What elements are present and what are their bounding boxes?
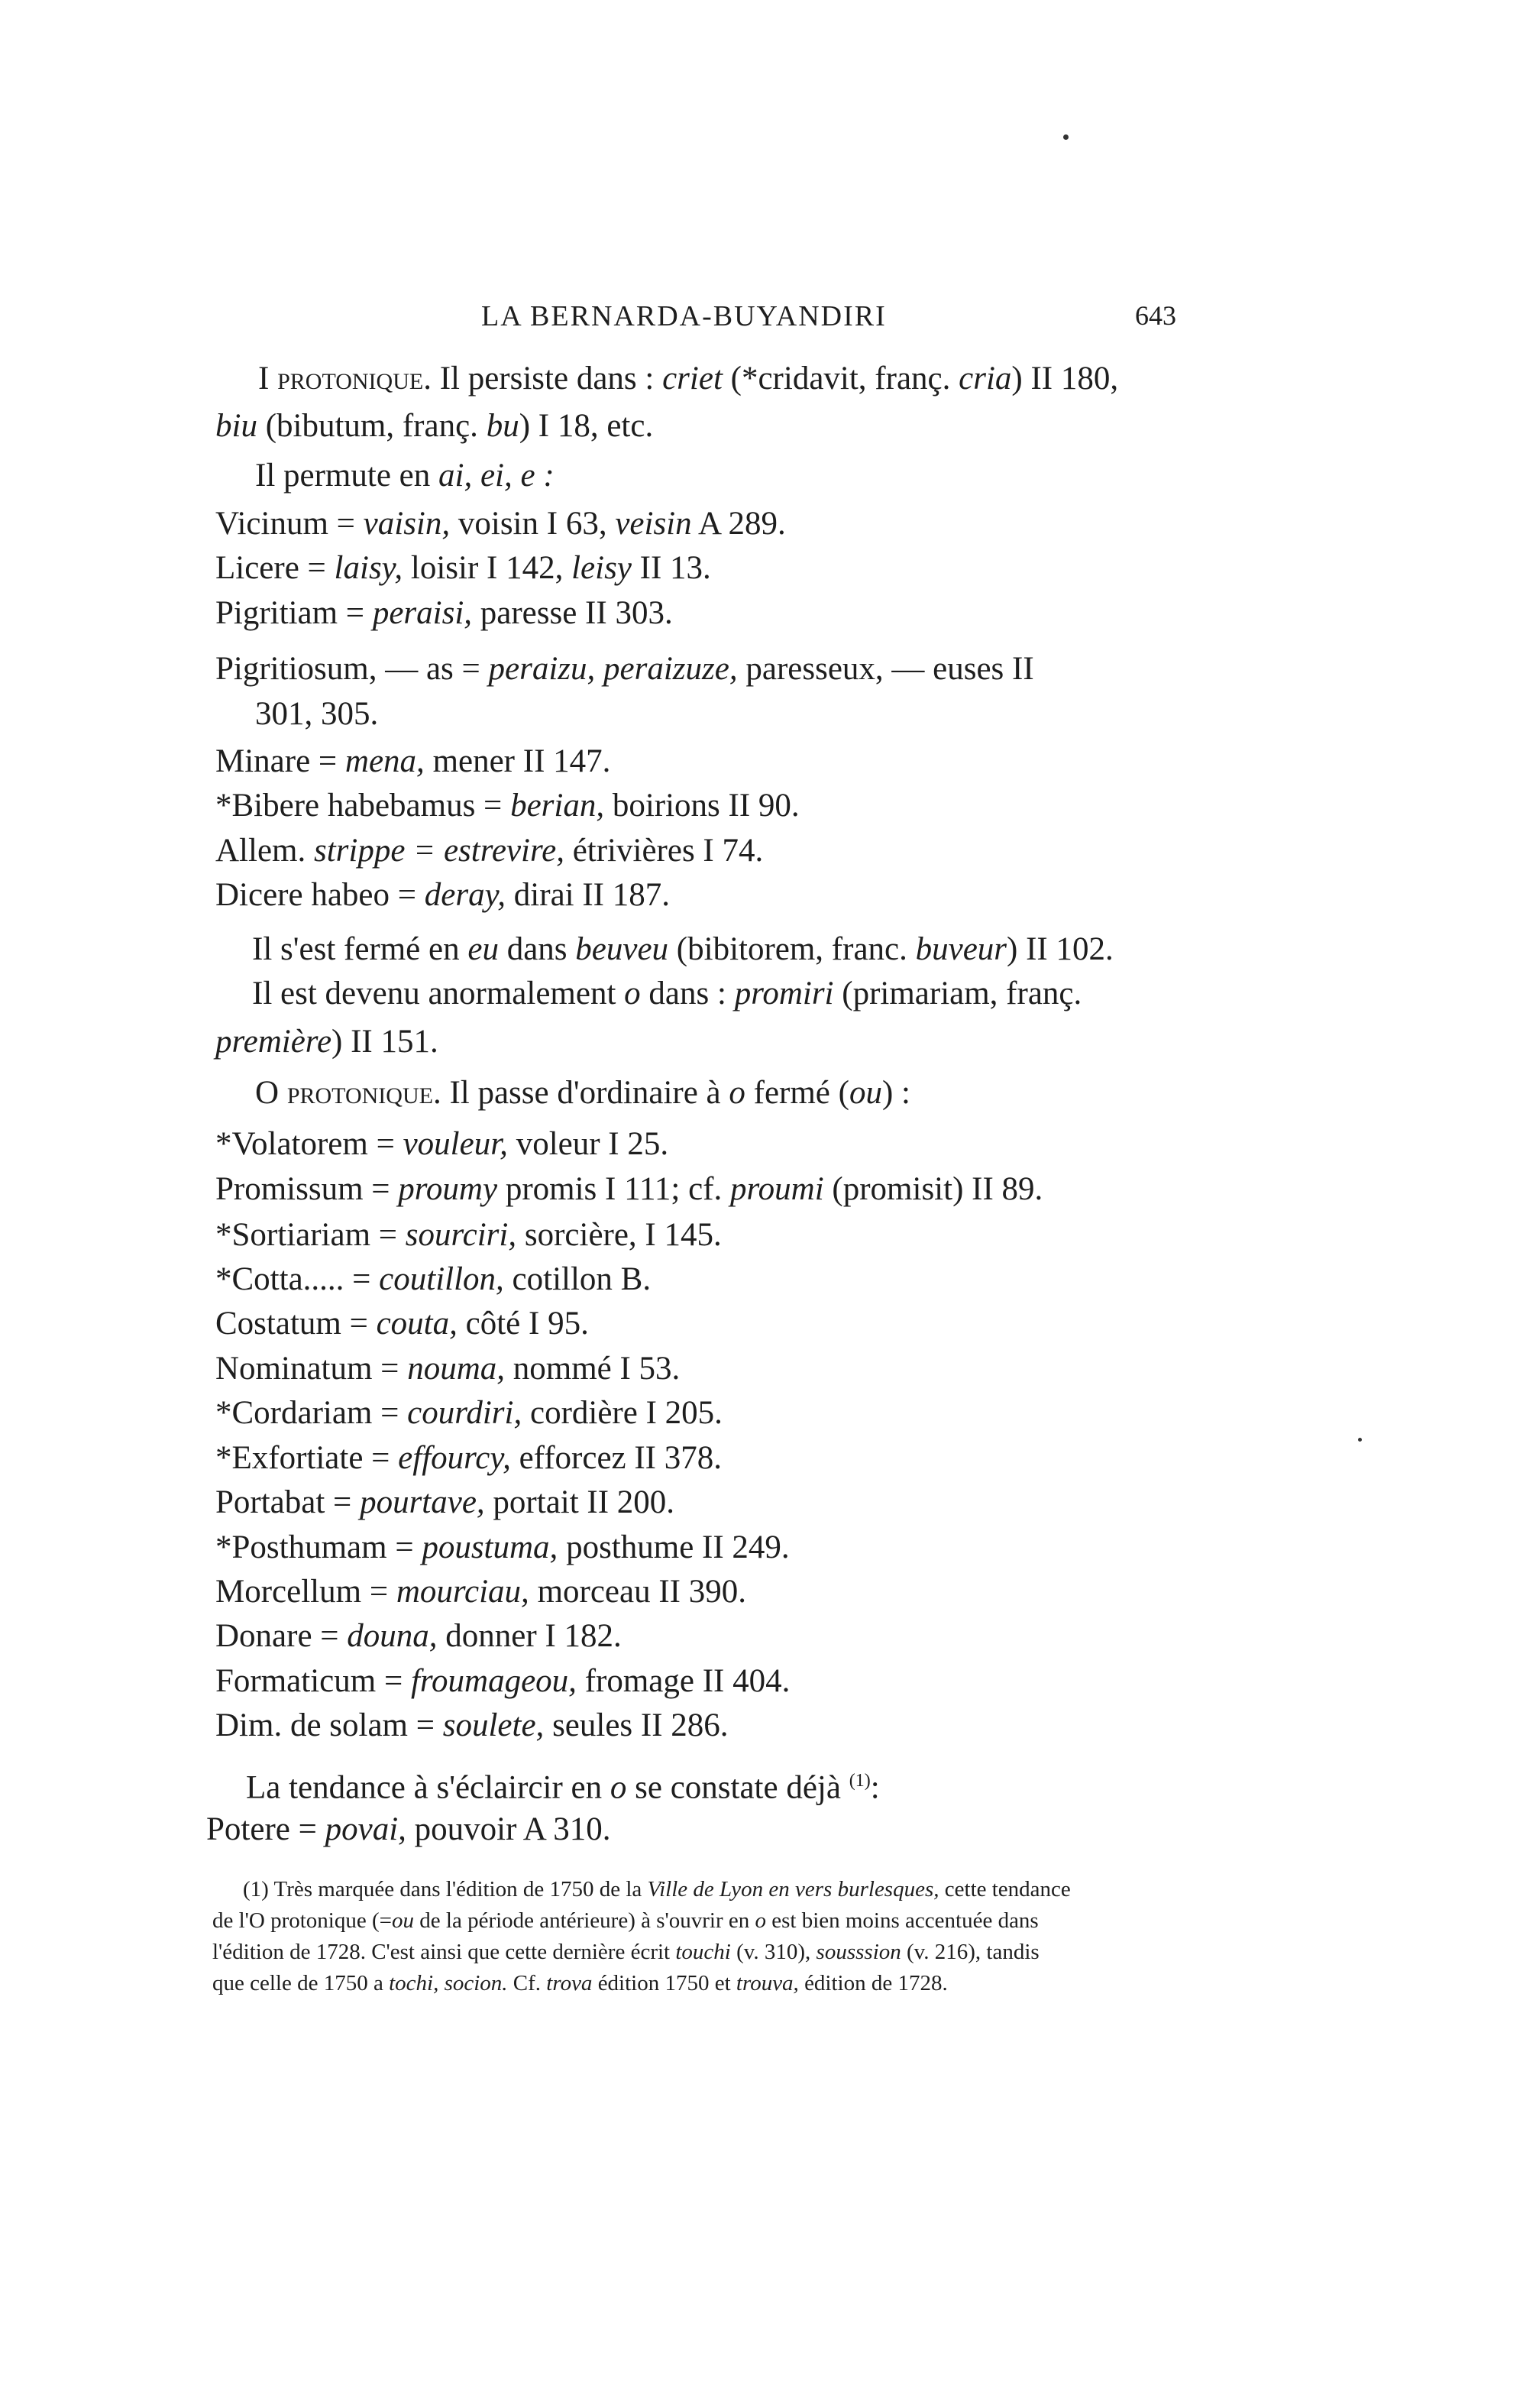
text-line: Portabat = pourtave, portait II 200. — [215, 1484, 675, 1520]
text-line: biu (bibutum, franç. bu) I 18, etc. — [215, 408, 654, 444]
text-line: Pigritiam = peraisi, paresse II 303. — [215, 595, 673, 631]
text-line: Nominatum = nouma, nommé I 53. — [215, 1351, 681, 1387]
text-line: *Sortiariam = sourciri, sorcière, I 145. — [215, 1217, 722, 1253]
text-line: Formaticum = froumageou, fromage II 404. — [215, 1663, 791, 1699]
text-line: première) II 151. — [215, 1024, 438, 1060]
text-line: La tendance à s'éclaircir en o se constate déjà $^{(1)}$: — [246, 1769, 880, 1806]
footnote-line: que celle de 1750 a tochi, socion. Cf. trova édition 1750 et trouva, édition de 1728. — [212, 1971, 948, 1995]
ink-speck — [1358, 1438, 1362, 1442]
text-line: Il s'est fermé en eu dans beuveu (bibitorem, franc. buveur) II 102. — [252, 931, 1114, 967]
text-line: Morcellum = mourciau, morceau II 390. — [215, 1574, 746, 1610]
footnote-ref: (1) — [849, 1771, 871, 1791]
text-line: Minare = mena, mener II 147. — [215, 743, 611, 779]
text-line: Licere = laisy, loisir I 142, leisy II 13. — [215, 550, 711, 586]
text-line: Pigritiosum, — as = peraizu, peraizuze, paresseux, — euses II — [215, 651, 1034, 687]
page-number: 643 — [1135, 300, 1176, 331]
text-line: O protonique. Il passe d'ordinaire à o fermé (ou) : — [255, 1075, 910, 1111]
text-line: *Posthumam = poustuma, posthume II 249. — [215, 1529, 790, 1565]
text-line: *Volatorem = vouleur, voleur I 25. — [215, 1126, 669, 1162]
text-line: *Cordariam = courdiri, cordière I 205. — [215, 1395, 723, 1431]
footnote-line: l'édition de 1728. C'est ainsi que cette dernière écrit touchi (v. 310), sousssion (v. 216), tandis — [212, 1940, 1040, 1964]
text-line: 301, 305. — [255, 696, 379, 732]
text-line: *Cotta..... = coutillon, cotillon B. — [215, 1261, 652, 1297]
text-line: *Exfortiate = effourcy, efforcez II 378. — [215, 1440, 723, 1476]
text-line: Promissum = proumy promis I 111; cf. proumi (promisit) II 89. — [215, 1171, 1043, 1207]
footnote-line: de l'O protonique (=ou de la période antérieure) à s'ouvrir en o est bien moins accentuée dans — [212, 1908, 1039, 1933]
text-line: Il est devenu anormalement o dans : promiri (primariam, franç. — [252, 976, 1082, 1011]
text-line: I protonique. Il persiste dans : criet (*cridavit, franç. cria) II 180, — [258, 361, 1119, 396]
running-title: LA BERNARDA-BUYANDIRI — [481, 300, 887, 332]
text-line: Dim. de solam = soulete, seules II 286. — [215, 1707, 729, 1743]
ink-speck — [1063, 134, 1069, 140]
text-line: Dicere habeo = deray, dirai II 187. — [215, 877, 670, 913]
text-line: Donare = douna, donner I 182. — [215, 1618, 622, 1654]
footnote-line: (1) Très marquée dans l'édition de 1750 de la Ville de Lyon en vers burlesques, cette tendance — [243, 1877, 1071, 1901]
text-line: Vicinum = vaisin, voisin I 63, veisin A 289. — [215, 506, 786, 542]
text-line: Potere = povai, pouvoir A 310. — [206, 1811, 611, 1847]
text-line: Costatum = couta, côté I 95. — [215, 1306, 589, 1342]
text-line: *Bibere habebamus = berian, boirions II 90. — [215, 788, 800, 824]
page-header — [214, 299, 1176, 345]
text-line: Allem. strippe = estrevire, étrivières I 74. — [215, 833, 764, 869]
text-line: Il permute en ai, ei, e : — [255, 458, 555, 494]
